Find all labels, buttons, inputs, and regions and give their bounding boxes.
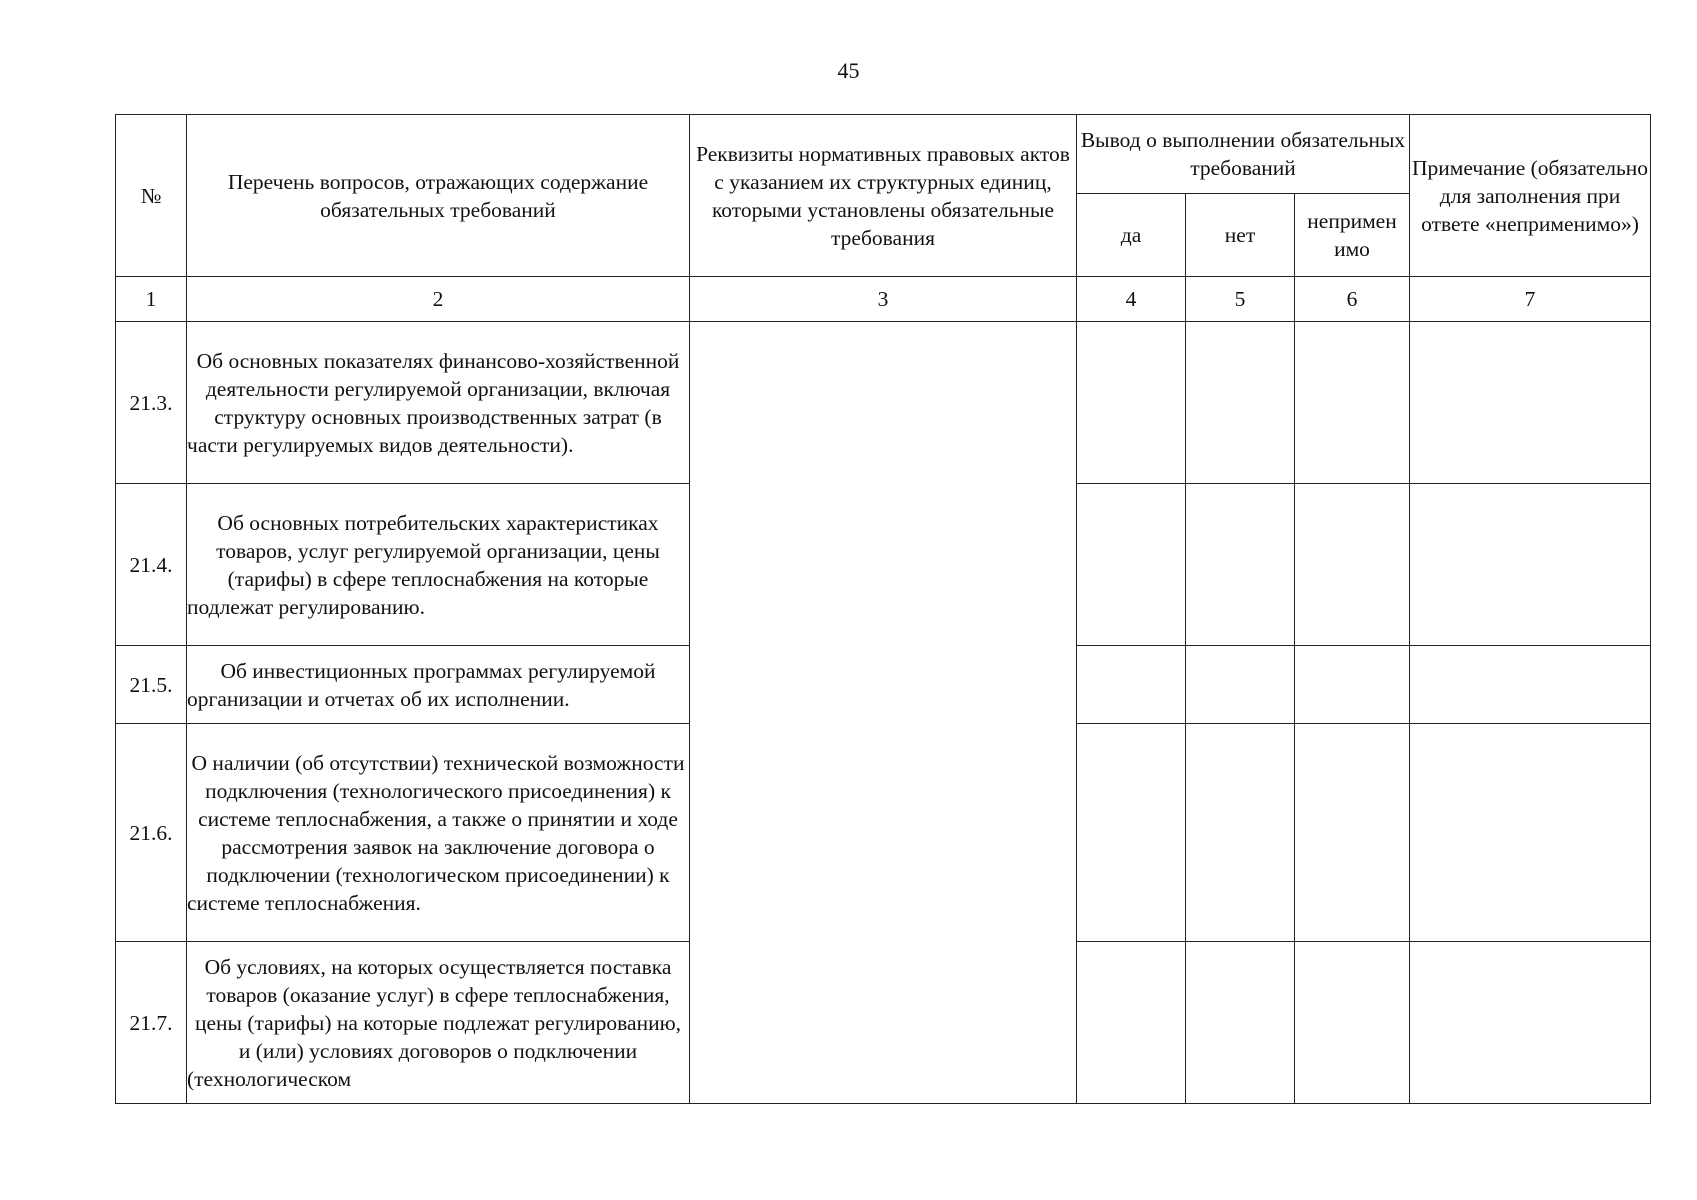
answer-na-cell[interactable] bbox=[1295, 646, 1410, 724]
row-number: 21.4. bbox=[116, 484, 187, 646]
header-not-applicable: непримен имо bbox=[1295, 194, 1410, 277]
page-number: 45 bbox=[837, 58, 860, 83]
header-no: нет bbox=[1186, 194, 1295, 277]
row-question: Об условиях, на которых осуществляется поставка товаров (оказание услуг) в сфере теплоснабжения, цены (тарифы) на которые подлежат регулированию, и (или) условиях договоров о подключении (технологическом bbox=[187, 942, 690, 1104]
answer-yes-cell[interactable] bbox=[1077, 942, 1186, 1104]
answer-yes-cell[interactable] bbox=[1077, 724, 1186, 942]
note-cell[interactable] bbox=[1410, 484, 1651, 646]
answer-yes-cell[interactable] bbox=[1077, 646, 1186, 724]
answer-no-cell[interactable] bbox=[1186, 724, 1295, 942]
row-question: Об инвестиционных программах регулируемой организации и отчетах об их исполнении. bbox=[187, 646, 690, 724]
row-number: 21.5. bbox=[116, 646, 187, 724]
table-row bbox=[116, 322, 1651, 484]
row-question: О наличии (об отсутствии) технической возможности подключения (технологического присоединения) к системе теплоснабжения, а также о принятии и ходе рассмотрения заявок на заключение договора о подключении (технологическом присоединении) к системе теплоснабжения. bbox=[187, 724, 690, 942]
answer-na-cell[interactable] bbox=[1295, 724, 1410, 942]
column-number: 4 bbox=[1077, 277, 1186, 322]
note-cell[interactable] bbox=[1410, 322, 1651, 484]
answer-no-cell[interactable] bbox=[1186, 646, 1295, 724]
row-question: Об основных потребительских характеристиках товаров, услуг регулируемой организации, цены (тарифы) в сфере теплоснабжения на которые подлежат регулированию. bbox=[187, 484, 690, 646]
answer-na-cell[interactable] bbox=[1295, 322, 1410, 484]
column-number: 2 bbox=[187, 277, 690, 322]
header-number: № bbox=[116, 115, 187, 277]
answer-yes-cell[interactable] bbox=[1077, 322, 1186, 484]
column-number: 3 bbox=[690, 277, 1077, 322]
column-number: 6 bbox=[1295, 277, 1410, 322]
note-cell[interactable] bbox=[1410, 646, 1651, 724]
answer-na-cell[interactable] bbox=[1295, 942, 1410, 1104]
column-number: 5 bbox=[1186, 277, 1295, 322]
answer-yes-cell[interactable] bbox=[1077, 484, 1186, 646]
checklist-table bbox=[115, 114, 1651, 1104]
answer-no-cell[interactable] bbox=[1186, 484, 1295, 646]
column-number: 7 bbox=[1410, 277, 1651, 322]
answer-no-cell[interactable] bbox=[1186, 322, 1295, 484]
header-yes: да bbox=[1077, 194, 1186, 277]
header-requisites: Реквизиты нормативных правовых актов с указанием их структурных единиц, которыми установлены обязательные требования bbox=[690, 115, 1077, 277]
row-question: Об основных показателях финансово-хозяйственной деятельности регулируемой организации, включая структуру основных производственных затрат (в части регулируемых видов деятельности). bbox=[187, 322, 690, 484]
row-number: 21.6. bbox=[116, 724, 187, 942]
row-number: 21.3. bbox=[116, 322, 187, 484]
answer-no-cell[interactable] bbox=[1186, 942, 1295, 1104]
header-conclusion: Вывод о выполнении обязательных требований bbox=[1077, 115, 1410, 194]
row-number: 21.7. bbox=[116, 942, 187, 1104]
header-questions: Перечень вопросов, отражающих содержание обязательных требований bbox=[187, 115, 690, 277]
header-note: Примечание (обязательно для заполнения при ответе «неприменимо») bbox=[1410, 115, 1651, 277]
requisites-cell bbox=[690, 322, 1077, 1104]
note-cell[interactable] bbox=[1410, 724, 1651, 942]
answer-na-cell[interactable] bbox=[1295, 484, 1410, 646]
note-cell[interactable] bbox=[1410, 942, 1651, 1104]
column-number: 1 bbox=[116, 277, 187, 322]
